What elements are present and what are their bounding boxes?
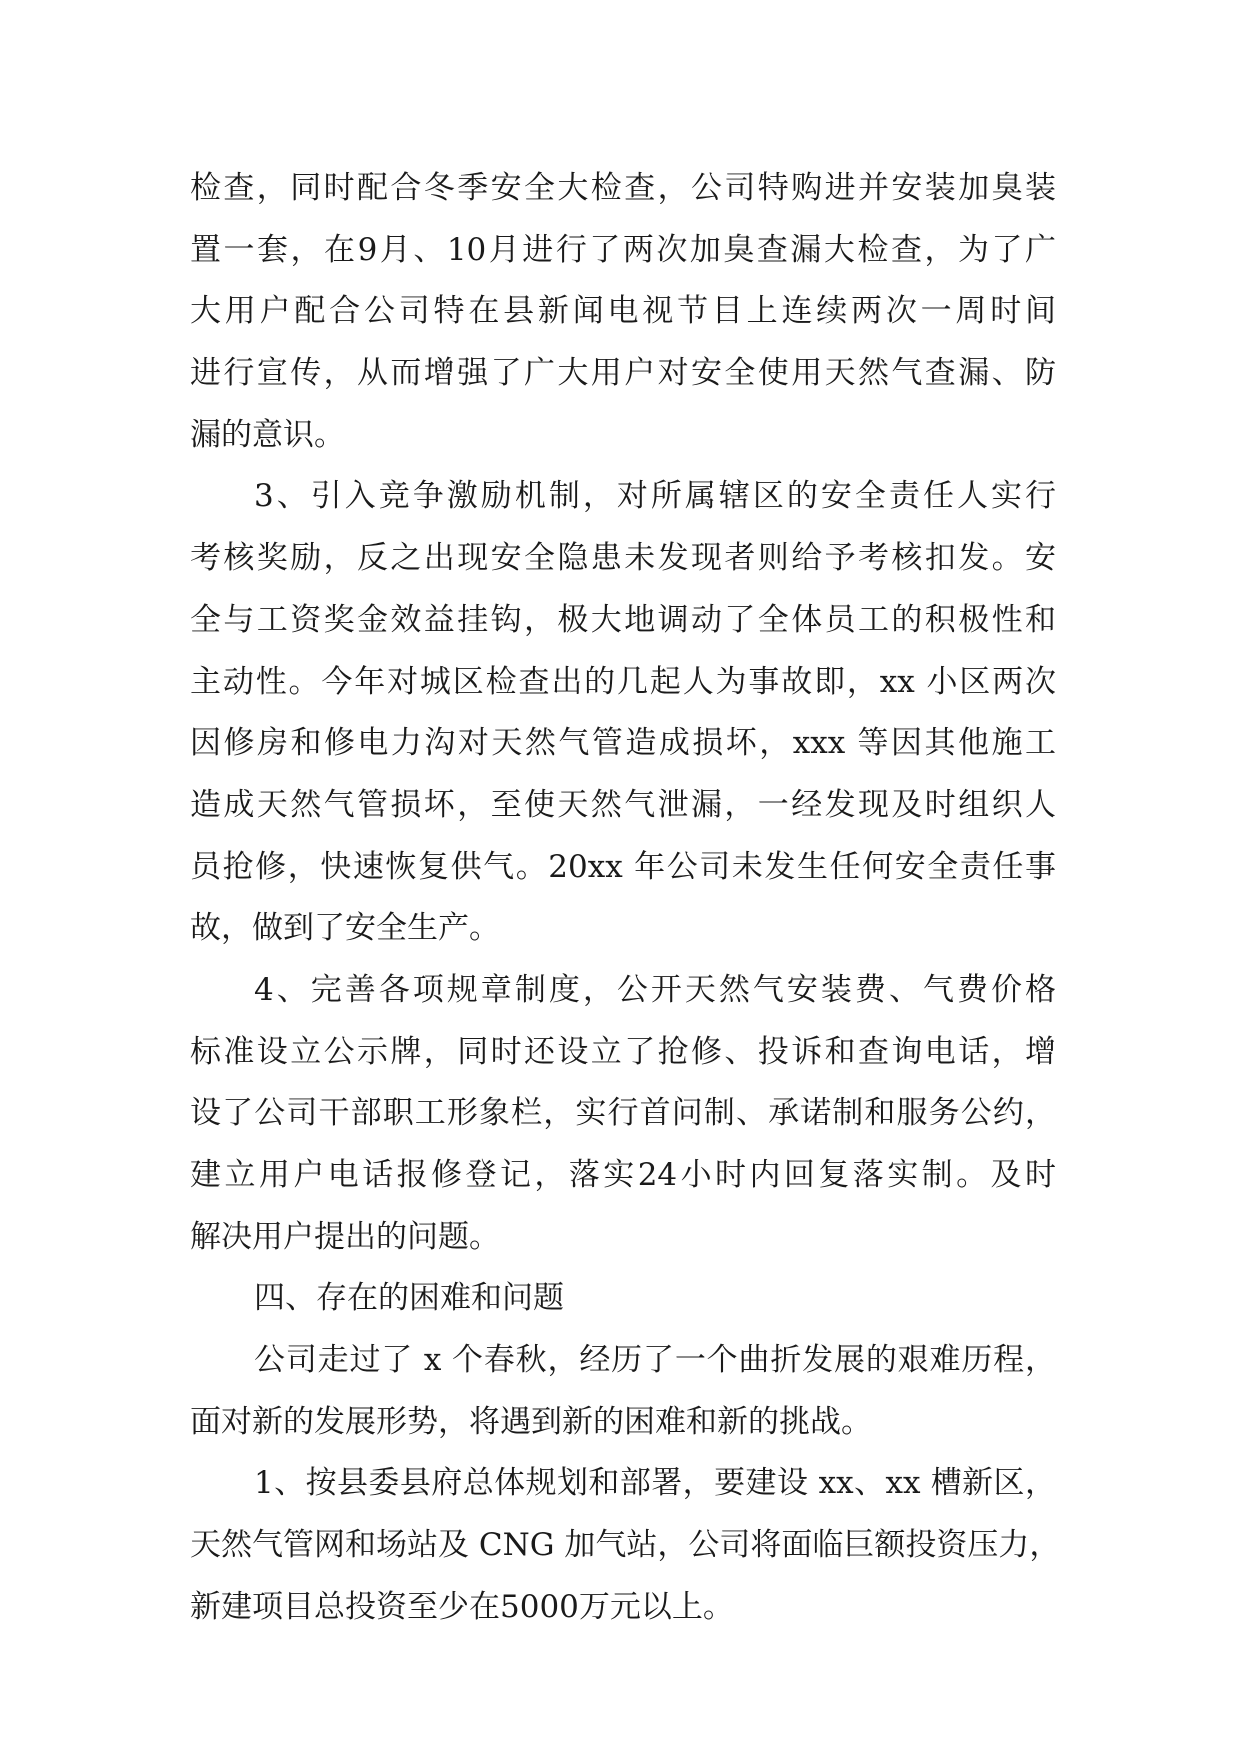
text-line: 建立用户电话报修登记，落实24小时内回复落实制。及时 (190, 1157, 1056, 1193)
text-line: 造成天然气管损坏，至使天然气泄漏，一经发现及时组织人 (190, 786, 1056, 823)
document-body (190, 158, 1061, 1639)
text-line: 设了公司干部职工形象栏，实行首问制、承诺制和服务公约， (190, 1095, 1056, 1132)
text-line: 大用户配合公司特在县新闻电视节目上连续两次一周时间 (190, 293, 1056, 330)
text-line: 置一套，在9月、10月进行了两次加臭查漏大检查，为了广 (190, 231, 1056, 268)
text-line: 天然气管网和场站及 CNG 加气站，公司将面临巨额投资压力， (190, 1527, 1061, 1564)
text-line: 因修房和修电力沟对天然气管造成损坏，xxx 等因其他施工 (190, 725, 1056, 762)
text-line: 故，做到了安全生产。 (190, 910, 500, 947)
text-line: 解决用户提出的问题。 (190, 1218, 500, 1255)
text-line: 考核奖励，反之出现安全隐患未发现者则给予考核扣发。安 (190, 540, 1056, 577)
text-line: 漏的意识。 (190, 416, 345, 453)
text-line: 主动性。今年对城区检查出的几起人为事故即，xx 小区两次 (190, 663, 1056, 700)
paragraph-start: 公司走过了 x 个春秋，经历了一个曲折发展的艰难历程， (254, 1342, 1056, 1379)
section-heading: 四、存在的困难和问题 (254, 1280, 564, 1317)
paragraph-1-start: 1、按县委县府总体规划和部署，要建设 xx、xx 槽新区， (254, 1465, 1056, 1502)
paragraph-3-start: 3、引入竞争激励机制，对所属辖区的安全责任人实行 (254, 478, 1056, 515)
text-line: 检查，同时配合冬季安全大检查，公司特购进并安装加臭装 (190, 170, 1056, 206)
text-line: 新建项目总投资至少在5000万元以上。 (190, 1588, 734, 1625)
text-line: 进行宣传，从而增强了广大用户对安全使用天然气查漏、防 (190, 355, 1056, 392)
text-line: 全与工资奖金效益挂钩，极大地调动了全体员工的积极性和 (190, 601, 1056, 638)
text-line: 员抢修，快速恢复供气。20xx 年公司未发生任何安全责任事 (190, 848, 1056, 885)
paragraph-4-start: 4、完善各项规章制度，公开天然气安装费、气费价格 (254, 971, 1056, 1008)
text-line: 面对新的发展形势，将遇到新的困难和新的挑战。 (190, 1403, 872, 1440)
text-line: 标准设立公示牌，同时还设立了抢修、投诉和查询电话，增 (190, 1033, 1056, 1070)
